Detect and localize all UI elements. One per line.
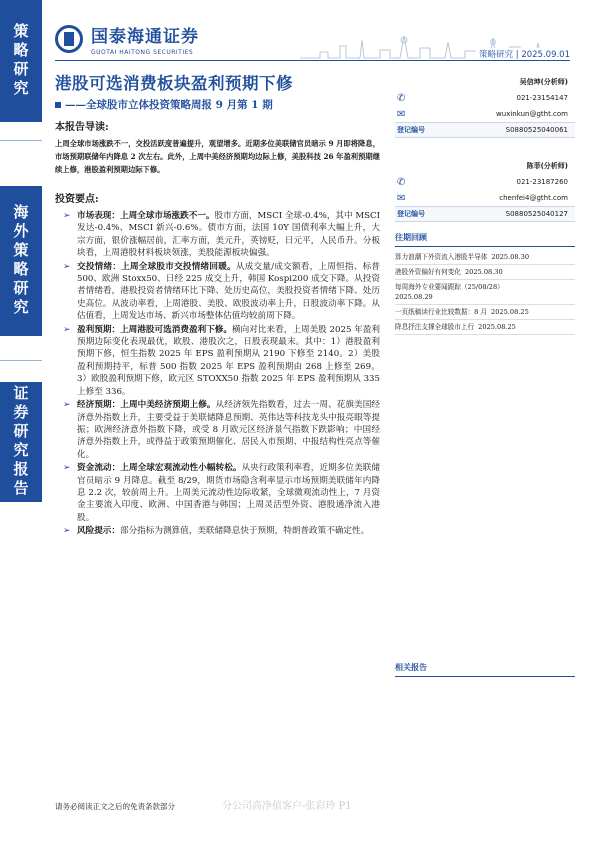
check-bullet-icon: ➢ xyxy=(63,324,71,335)
related-reports xyxy=(395,662,575,677)
report-link-date: 2025.08.30 xyxy=(464,268,503,276)
sidebar-block-report xyxy=(0,382,42,502)
phone-icon: ✆ xyxy=(397,176,406,188)
sidebar-divider xyxy=(0,360,42,361)
disclaimer-note: 请务必阅读正文之后的免责条款部分 xyxy=(55,802,175,811)
analyst-name-row xyxy=(395,158,575,174)
past-reports xyxy=(395,232,575,335)
reg-label: 登记编号 xyxy=(397,126,425,134)
phone-icon: ✆ xyxy=(397,92,406,104)
report-link[interactable] xyxy=(395,305,575,320)
point-text: 部分指标为测算值，美联储降息快于预期，特朗普政策不确定性。 xyxy=(119,526,370,537)
analyst-phone: 021-23154147 xyxy=(516,94,568,102)
check-bullet-icon: ➢ xyxy=(63,463,71,474)
sidebar-divider xyxy=(0,140,42,141)
guide-heading: 本报告导读: xyxy=(55,122,109,133)
point-text: 从成交量/成交额看，上周恒指、标普 500、欧洲 Stoxx50、日经 225 成交上升，韩国 Kospi200 成交下降。从投资者情绪看，港股投资者情绪环比下降、处历史高位，美股投资者情绪下降、处历史高位。从波动率看，上周港股、美股、欧股波动率上升，日股波动率下降。从估值看，上周发达市场、新兴市场整体估值均较前周下降。 xyxy=(77,261,380,322)
point-lead: 盈利预期：上周港股可选消费盈利下修。 xyxy=(77,324,233,335)
report-link-date: 2025.08.29 xyxy=(395,293,433,301)
report-link-title: 降息抒注支撑全球股市上行 xyxy=(395,323,475,331)
report-title: 港股可选消费板块盈利预期下修 xyxy=(55,74,293,93)
category-sidebar xyxy=(0,0,42,841)
logo-icon xyxy=(55,25,85,53)
reg-label: 登记编号 xyxy=(397,210,425,218)
key-point xyxy=(55,324,380,398)
brand-name-en: GUOTAI HAITONG SECURITIES xyxy=(91,49,194,56)
report-link[interactable] xyxy=(395,280,575,305)
key-point xyxy=(55,462,380,524)
report-link-date: 2025.08.30 xyxy=(491,253,530,261)
main-column xyxy=(55,118,380,539)
report-subtitle xyxy=(55,97,273,112)
key-point xyxy=(55,525,380,537)
subtitle-text: ——全球股市立体投资策略周报 9 月第 1 期 xyxy=(65,99,273,111)
point-text: 从央行政策利率看，近期多位美联储官员暗示 9 月降息。截至 8/29，期货市场隐含利率显示市场预期美联储年内降息 2.2 次，较前周上升。上周美元流动性边际收紧，全球微观流动性上，7 月资金主要流入印度、欧洲、中国香港与韩国；上周灵活型外资、港股通净流入港股。 xyxy=(77,463,380,523)
point-lead: 资金流动：上周全球宏观流动性小幅转松。 xyxy=(77,463,242,474)
point-text: 股市方面，MSCI 全球-0.4%，其中 MSCI 发达-0.4%、MSCI 新兴-0.6%。债市方面，法国 10Y 国债利率大幅上升，大宗方面，银价涨幅居前，汇率方面，美元升，英镑贬，日元平，人民币升。分板块看，上周港股材料板块领涨，美股能源板块偏强。 xyxy=(77,211,380,259)
report-link[interactable] xyxy=(395,250,575,265)
report-link-title: 港股外资偏好有何变化 xyxy=(395,268,461,276)
analyst-card xyxy=(395,158,575,222)
check-bullet-icon: ➢ xyxy=(63,526,71,537)
analyst-email-row xyxy=(395,190,575,206)
reg-number: S0880525040127 xyxy=(505,210,568,218)
email-icon: ✉ xyxy=(397,192,406,204)
point-lead: 风险提示： xyxy=(77,526,120,537)
report-link-title: 算力浪潮下外资流入港股半导体 xyxy=(395,253,488,261)
email-icon: ✉ xyxy=(397,108,406,120)
report-link[interactable] xyxy=(395,265,575,280)
report-meta: 策略研究 | 2025.09.01 xyxy=(476,48,570,60)
point-text: 从经济领先指数看，过去一周、花旗美国经济意外指数上升，主要受益于美联储降息预期、英伟达等科技龙头中报亮眼等提振；欧洲经济意外指数下降，或受 8 月欧元区经济景气指数下跌影响；中国经济意外指数上升，或得益于政策预期催化、居民入市预期、中报结构性亮点等催化。 xyxy=(77,400,380,460)
analyst-card xyxy=(395,74,575,138)
check-bullet-icon: ➢ xyxy=(63,400,71,411)
point-lead: 经济预期：上周中美经济预期上修。 xyxy=(77,400,216,411)
brand-name: 国泰海通证券 xyxy=(91,27,199,47)
analyst-name-row xyxy=(395,74,575,90)
sidebar-label-overseas: 海外策略研究 xyxy=(11,204,30,318)
square-bullet-icon xyxy=(55,102,61,108)
check-bullet-icon: ➢ xyxy=(63,211,71,221)
guide-text: 上周全球市场涨跌不一，交投活跃度普遍提升，观望增多。近期多位美联储官员暗示 9 月即将降息，市场预期联储年内降息 2 次左右。此外，上周中美经济预期均边际上修，美股科技 26 年盈利预期继续上修，港股盈利预期边际下修。 xyxy=(55,139,380,174)
analyst-panel xyxy=(395,74,575,222)
sidebar-label-report: 证券研究报告 xyxy=(11,385,30,499)
report-link-date: 2025.08.25 xyxy=(491,308,529,316)
key-points-heading: 投资要点: xyxy=(55,194,99,205)
reg-number: S0880525040061 xyxy=(505,126,568,134)
key-point xyxy=(55,210,380,260)
sidebar-label-strategy: 策略研究 xyxy=(11,23,30,99)
analyst-name: 吴信坤(分析师) xyxy=(519,78,568,86)
sidebar-block-overseas xyxy=(0,186,42,336)
report-link-date: 2025.08.25 xyxy=(478,323,516,331)
check-bullet-icon: ➢ xyxy=(63,261,71,272)
header-rule xyxy=(55,60,570,61)
past-reports-heading: 往期回顾 xyxy=(395,232,575,247)
key-point xyxy=(55,399,380,461)
report-link-title: 每周海外专业要闻跟踪（25/08/28） xyxy=(395,283,504,291)
analyst-email[interactable]: chenfei4@gtht.com xyxy=(499,194,568,202)
analyst-email-row xyxy=(395,106,575,122)
analyst-reg-row xyxy=(395,122,575,138)
analyst-name: 陈菲(分析师) xyxy=(526,162,568,170)
point-text: 横向对比来看，上周美股 2025 年盈利预期边际变化表现最优，欧股、港股次之，日股表现最末。其中：1）港股盈利预期下修，恒生指数 2025 年 EPS 盈利预期从 2190 下修至 2140。2）美股盈利预期持平，标普 500 指数 2025 年 EPS 盈利预期由 268 上修至 269。3）欧股盈利预期下修，欧元区 STOXX50 指数 2025 年 EPS 盈利预期从 335 上修至 336。 xyxy=(77,324,380,397)
key-point xyxy=(55,261,380,323)
watermark: 分公司高净值客户-张彩玲 P1 xyxy=(222,801,352,812)
point-lead: 市场表现：上周全球市场涨跌不一。 xyxy=(77,211,215,221)
analyst-email[interactable]: wuxinkun@gtht.com xyxy=(496,110,568,118)
analyst-phone-row xyxy=(395,174,575,190)
sidebar-block-strategy xyxy=(0,0,42,122)
analyst-phone-row xyxy=(395,90,575,106)
point-lead: 交投情绪：上周全球股市交投情绪回暖。 xyxy=(77,261,236,272)
analyst-reg-row xyxy=(395,206,575,222)
report-link[interactable] xyxy=(395,320,575,335)
analyst-phone: 021-23187260 xyxy=(516,178,568,186)
brand-logo xyxy=(55,22,199,56)
related-reports-heading: 相关报告 xyxy=(395,662,575,677)
report-link-title: 一页纸稿读行业比较数据：8 月 xyxy=(395,308,488,316)
